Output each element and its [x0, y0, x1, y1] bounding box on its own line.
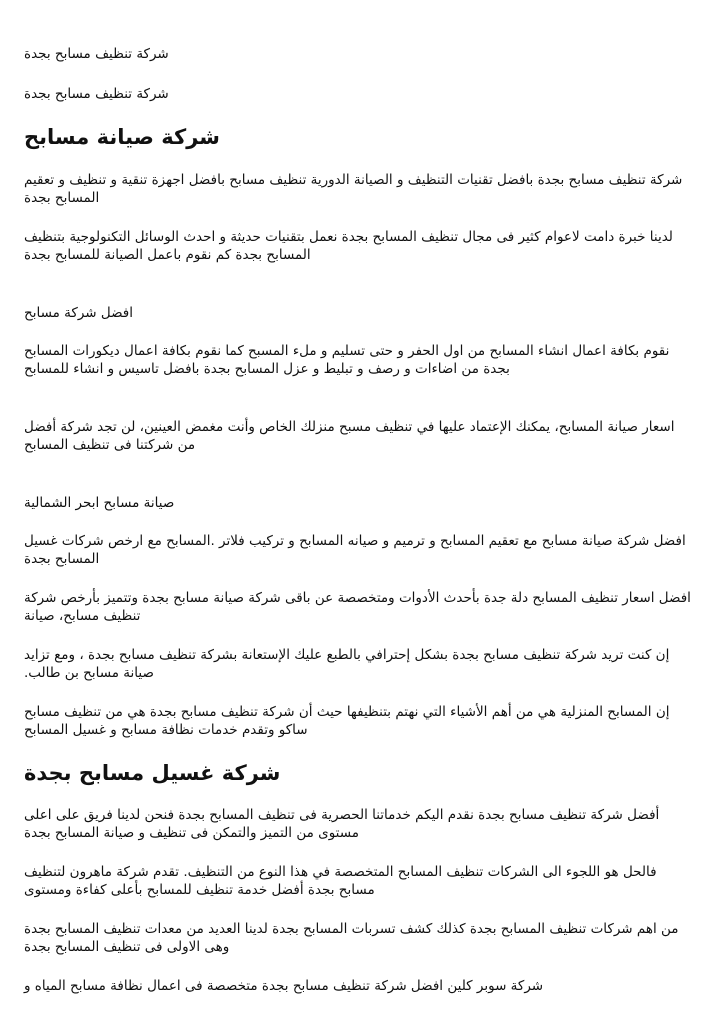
- paragraph: صيانة مسابح ابحر الشمالية: [24, 495, 175, 511]
- section-heading: شركة غسيل مسابح بجدة: [24, 761, 281, 785]
- paragraph: لدينا خبرة دامت لاعوام كثير فى مجال تنظيف المسابح بجدة نعمل بتقنيات حديثة و احدث الوسائل التكنولوجية بتنظيف المسابح بجدة كم نقوم باعمل الصيانة للمسابح بجدة: [24, 229, 673, 263]
- text-line: شركة تنظيف مسابح بجدة: [24, 86, 169, 102]
- paragraph: نقوم بكافة اعمال انشاء المسابح من اول الحفر و حتى تسليم و ملء المسبح كما نقوم بكافة اعمال ديكورات المسابح بجدة من اضاءات و رصف و تبليط و عزل المسابح بجدة بافضل تاسيس و انشاء للمسابح: [24, 343, 670, 377]
- paragraph: أفضل شركة تنظيف مسابح بجدة نقدم اليكم خدماتنا الحصرية فى تنظيف المسابح بجدة فنحن لدينا فريق على اعلى مستوى من التميز والتمكن فى تنظيف و صيانة المسابح بجدة: [24, 807, 660, 841]
- paragraph: افضل شركة مسابح: [24, 305, 134, 321]
- paragraph: إن كنت تريد شركة تنظيف مسابح بجدة بشكل إحترافي بالطبع عليك الإستعانة بشركة تنظيف مسابح بجدة ، ومع تزايد صيانة مسابح بن طالب.: [24, 647, 670, 681]
- paragraph: إن المسابح المنزلية هي من أهم الأشياء التي نهتم بتنظيفها حيث أن شركة تنظيف مسابح بجدة هي من تنظيف مسابح ساكو وتقدم خدمات نظافة مسابح و غسيل المسابح: [24, 704, 670, 738]
- paragraph: من اهم شركات تنظيف المسابح بجدة كذلك كشف تسربات المسابح بجدة لدينا العديد من معدات تنظيف المسابح بجدة وهى الاولى فى تنظيف المسابح بجدة: [24, 921, 679, 955]
- section-heading: شركة صيانة مسابح: [24, 125, 220, 149]
- paragraph: افضل شركة صيانة مسابح مع تعقيم المسابح و ترميم و صيانه المسابح و تركيب فلاتر .المسابح مع ارخص شركات غسيل المسابح بجدة: [24, 533, 686, 567]
- paragraph: اسعار صيانة المسابح، يمكنك الإعتماد عليها في تنظيف مسبح منزلك الخاص وأنت مغمض العينين، لن تجد شركة أفضل من شركتنا فى تنظيف المسابح: [24, 419, 675, 453]
- paragraph: شركة سوبر كلين افضل شركة تنظيف مسابح بجدة متخصصة فى اعمال نظافة مسابح المياه و: [24, 978, 544, 994]
- text-line: شركة تنظيف مسابح بجدة: [24, 46, 169, 62]
- paragraph: فالحل هو اللجوء الى الشركات تنظيف المسابح المتخصصة في هذا النوع من التنظيف. تقدم شركة ماهرون لتنظيف مسابح بجدة أفضل خدمة تنظيف للمسابح بأعلى كفاءة ومستوى: [24, 864, 657, 898]
- paragraph: شركة تنظيف مسابح بجدة بافضل تقنيات التنظيف و الصيانة الدورية تنظيف مسابح بافضل اجهزة تنقية و تنظيف و تعقيم المسابح بجدة: [24, 172, 683, 206]
- paragraph: افضل اسعار تنظيف المسابح دلة جدة بأحدث الأدوات ومتخصصة عن باقى شركة صيانة مسابح بجدة وتتميز بأرخص شركة تنظيف مسابح، صيانة: [24, 590, 691, 624]
